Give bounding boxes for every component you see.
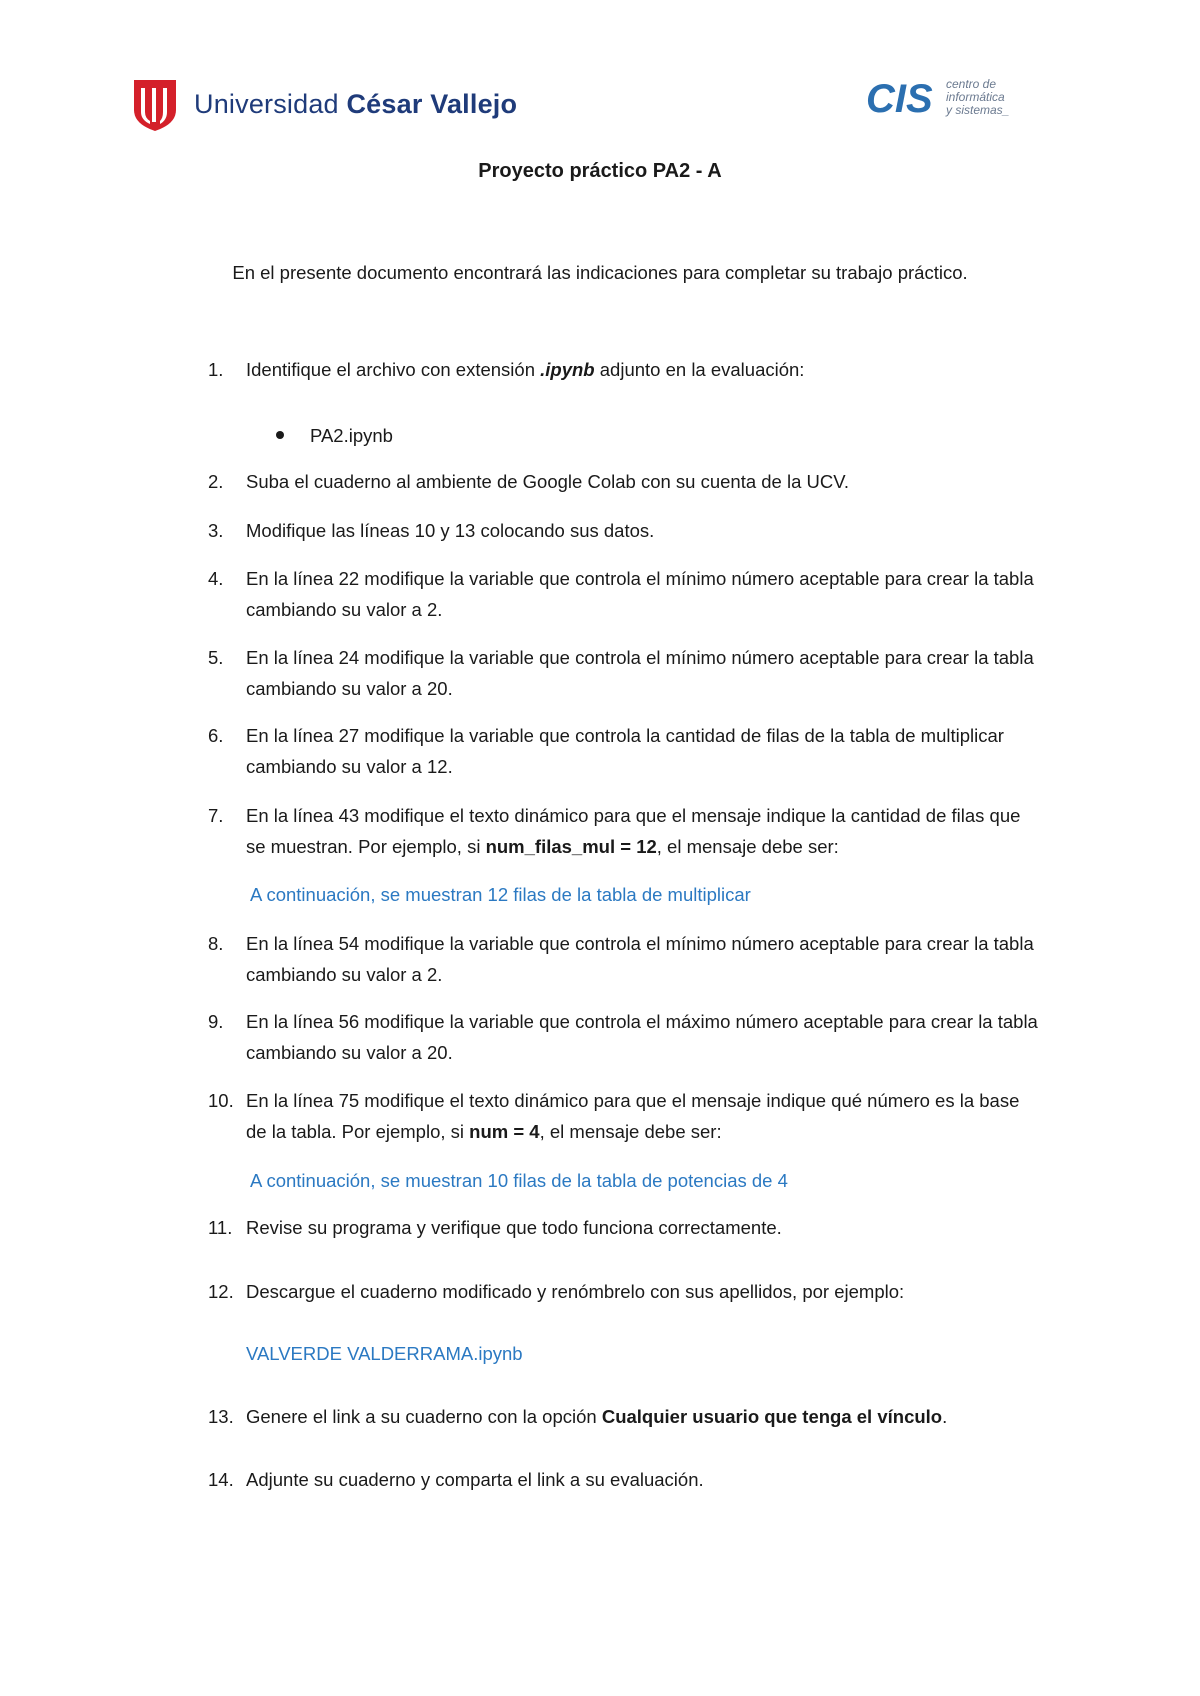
- step-text: En la línea 27 modifique la variable que controla la cantidad de filas de la tabla de multiplicar cambiando su valor a 12.: [246, 725, 1004, 777]
- cis-logo: [866, 74, 1009, 120]
- step-text: En la línea 75 modifique el texto dinámico para que el mensaje indique qué número es la base de la tabla. Por ejemplo, si num = 4, el mensaje debe ser:: [246, 1090, 1020, 1142]
- step-10: [208, 1085, 1038, 1147]
- step-number: 5.: [208, 647, 224, 668]
- cis-text-line-2: informática: [946, 89, 1005, 104]
- step-number: 10.: [208, 1090, 234, 1111]
- step-number: 1.: [208, 359, 224, 380]
- cis-text-line-3: y sistemas_: [946, 102, 1010, 117]
- example-message-potencias: A continuación, se muestran 10 filas de la tabla de potencias de 4: [250, 1170, 788, 1191]
- step-number: 3.: [208, 520, 224, 541]
- step-8: [208, 928, 1038, 990]
- step-4: [208, 563, 1038, 625]
- step-number: 4.: [208, 568, 224, 589]
- document-header: [0, 70, 1200, 140]
- step-number: 11.: [208, 1217, 233, 1238]
- step-6: [208, 720, 1038, 782]
- step-text: Suba el cuaderno al ambiente de Google Colab con su cuenta de la UCV.: [246, 471, 850, 492]
- step-2: [208, 466, 1038, 497]
- document-title: Proyecto práctico PA2 - A: [478, 160, 722, 182]
- step-text: En la línea 56 modifique la variable que controla el máximo número aceptable para crear la tabla cambiando su valor a 20.: [246, 1011, 1038, 1063]
- step-7: [208, 800, 1038, 862]
- step-13: [208, 1401, 1038, 1432]
- step-text: Modifique las líneas 10 y 13 colocando sus datos.: [246, 520, 655, 541]
- bullet-icon: [276, 431, 284, 439]
- ucv-name-regular: Universidad: [194, 88, 339, 119]
- intro-paragraph: En el presente documento encontrará las indicaciones para completar su trabajo práctico.: [232, 262, 968, 283]
- step-text: Genere el link a su cuaderno con la opción Cualquier usuario que tenga el vínculo.: [246, 1406, 948, 1427]
- step-text: En la línea 22 modifique la variable que controla el mínimo número aceptable para crear la tabla cambiando su valor a 2.: [246, 568, 1034, 620]
- step-11: [208, 1212, 1038, 1243]
- step-number: 12.: [208, 1281, 234, 1302]
- step-number: 2.: [208, 471, 224, 492]
- step-text: En la línea 24 modifique la variable que controla el mínimo número aceptable para crear la tabla cambiando su valor a 20.: [246, 647, 1034, 699]
- step-number: 6.: [208, 725, 224, 746]
- step-number: 9.: [208, 1011, 224, 1032]
- ucv-name: [194, 89, 517, 120]
- step-text: En la línea 54 modifique la variable que controla el mínimo número aceptable para crear la tabla cambiando su valor a 2.: [246, 933, 1034, 985]
- ucv-shield-icon: [132, 76, 178, 132]
- ucv-name-bold: César Vallejo: [346, 88, 518, 119]
- step-number: 14.: [208, 1469, 234, 1490]
- step-9: [208, 1006, 1038, 1068]
- step-number: 8.: [208, 933, 224, 954]
- svg-text:CIS: CIS: [866, 77, 933, 120]
- step-text: En la línea 43 modifique el texto dinámico para que el mensaje indique la cantidad de filas que se muestran. Por ejemplo, si num_filas_mul = 12, el mensaje debe ser:: [246, 805, 1021, 857]
- ucv-logo: [132, 76, 517, 132]
- step-1: [208, 354, 1038, 385]
- example-message-multiplicar: A continuación, se muestran 12 filas de la tabla de multiplicar: [250, 884, 751, 905]
- step-12: [208, 1276, 1038, 1307]
- step-text: Identifique el archivo con extensión .ipynb adjunto en la evaluación:: [246, 359, 805, 380]
- step-text: Adjunte su cuaderno y comparta el link a su evaluación.: [246, 1469, 704, 1490]
- step-3: [208, 515, 1038, 546]
- cis-text-line-1: centro de: [946, 76, 997, 91]
- example-filename: VALVERDE VALDERRAMA.ipynb: [246, 1343, 523, 1364]
- step-14: [208, 1464, 1038, 1495]
- cis-logo-mark: [866, 74, 942, 120]
- step-number: 7.: [208, 805, 224, 826]
- bullet-file-name: PA2.ipynb: [310, 425, 393, 446]
- step-number: 13.: [208, 1406, 234, 1427]
- step-text: Revise su programa y verifique que todo funciona correctamente.: [246, 1217, 782, 1238]
- step-5: [208, 642, 1038, 704]
- step-text: Descargue el cuaderno modificado y renómbrelo con sus apellidos, por ejemplo:: [246, 1281, 905, 1302]
- cis-text: [946, 78, 1009, 117]
- bullet-file-item: [276, 420, 393, 451]
